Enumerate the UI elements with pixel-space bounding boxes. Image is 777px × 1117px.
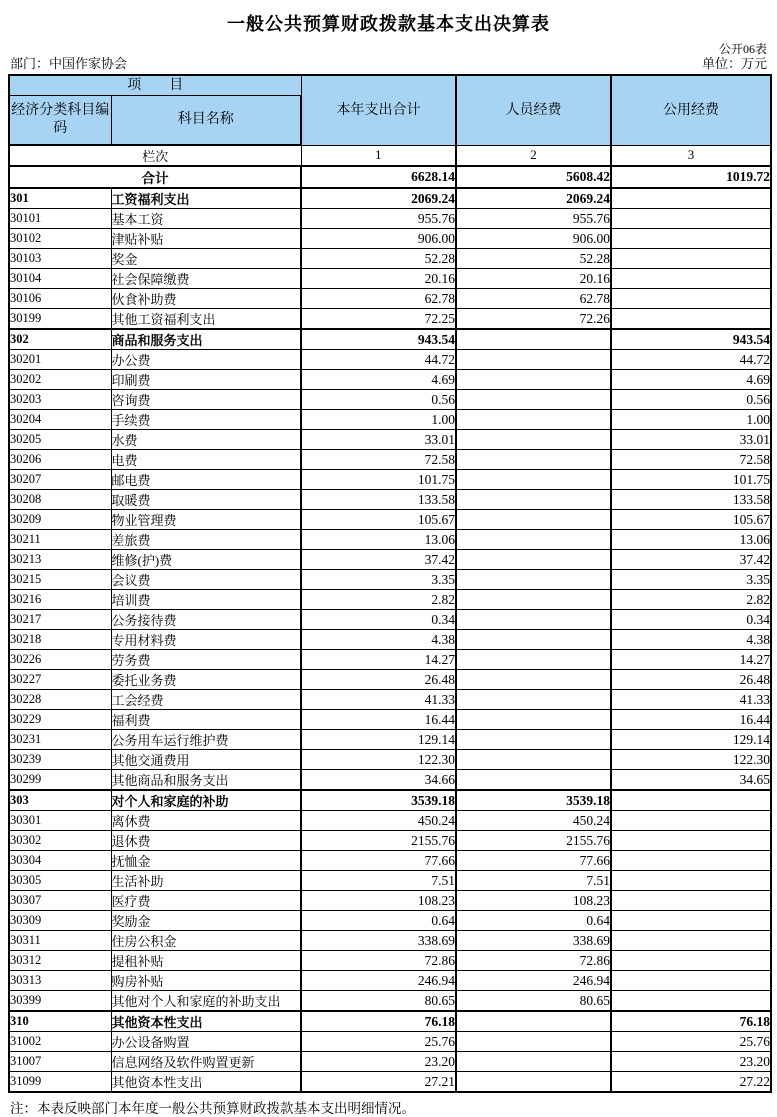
row-total-cell: 7.51 <box>301 871 456 891</box>
row-name-cell: 商品和服务支出 <box>111 329 301 350</box>
row-personnel-cell <box>456 370 611 390</box>
column-index-row <box>9 145 771 166</box>
row-personnel-cell <box>456 750 611 770</box>
row-public-cell <box>611 831 771 851</box>
header-col-name: 科目名称 <box>111 95 301 145</box>
row-title-cell: 合计 <box>9 166 301 188</box>
table-header <box>9 75 771 166</box>
row-name-cell: 差旅费 <box>111 530 301 550</box>
row-name-cell: 公务接待费 <box>111 610 301 630</box>
row-name-cell: 基本工资 <box>111 209 301 229</box>
row-code-cell: 30299 <box>9 770 111 791</box>
row-code-cell: 30305 <box>9 871 111 891</box>
row-personnel-cell: 7.51 <box>456 871 611 891</box>
row-total-cell: 14.27 <box>301 650 456 670</box>
row-public-cell: 105.67 <box>611 510 771 530</box>
row-public-cell: 0.34 <box>611 610 771 630</box>
row-name-cell: 离休费 <box>111 811 301 831</box>
row-personnel-cell <box>456 470 611 490</box>
row-code-cell: 30104 <box>9 269 111 289</box>
row-public-cell: 13.06 <box>611 530 771 550</box>
row-public-cell <box>611 209 771 229</box>
row-public-cell: 25.76 <box>611 1032 771 1052</box>
row-public-cell: 27.22 <box>611 1072 771 1093</box>
row-total-cell: 77.66 <box>301 851 456 871</box>
row-personnel-cell: 2155.76 <box>456 831 611 851</box>
row-total-cell: 108.23 <box>301 891 456 911</box>
department-label: 部门：中国作家协会 <box>10 56 128 71</box>
table-row <box>9 851 771 871</box>
unit-label: 单位：万元 <box>701 56 767 71</box>
row-name-cell: 抚恤金 <box>111 851 301 871</box>
row-total-cell: 338.69 <box>301 931 456 951</box>
row-total-cell: 72.86 <box>301 951 456 971</box>
row-public-cell: 101.75 <box>611 470 771 490</box>
table-row <box>9 530 771 550</box>
row-public-cell: 129.14 <box>611 730 771 750</box>
lanci-col-1: 1 <box>301 145 456 166</box>
row-name-cell: 培训费 <box>111 590 301 610</box>
row-code-cell: 30211 <box>9 530 111 550</box>
row-name-cell: 伙食补助费 <box>111 289 301 309</box>
table-row <box>9 971 771 991</box>
table-row <box>9 871 771 891</box>
row-name-cell: 公务用车运行维护费 <box>111 730 301 750</box>
row-code-cell: 30215 <box>9 570 111 590</box>
row-code-cell: 30199 <box>9 309 111 330</box>
row-total-cell: 4.69 <box>301 370 456 390</box>
row-personnel-cell: 62.78 <box>456 289 611 309</box>
row-total-cell: 41.33 <box>301 690 456 710</box>
meta-row <box>10 56 767 72</box>
row-personnel-cell <box>456 630 611 650</box>
row-name-cell: 其他资本性支出 <box>111 1072 301 1093</box>
row-code-cell: 31099 <box>9 1072 111 1093</box>
row-public-cell <box>611 811 771 831</box>
row-code-cell: 30209 <box>9 510 111 530</box>
row-public-cell: 3.35 <box>611 570 771 590</box>
row-code-cell: 30312 <box>9 951 111 971</box>
row-total-cell: 52.28 <box>301 249 456 269</box>
table-row <box>9 289 771 309</box>
row-total-cell: 955.76 <box>301 209 456 229</box>
row-code-cell: 30204 <box>9 410 111 430</box>
row-public-cell: 37.42 <box>611 550 771 570</box>
row-public-cell <box>611 249 771 269</box>
row-total-cell: 2069.24 <box>301 188 456 209</box>
row-code-cell: 30218 <box>9 630 111 650</box>
row-name-cell: 其他交通费用 <box>111 750 301 770</box>
row-public-cell <box>611 309 771 330</box>
table-row <box>9 831 771 851</box>
table-row <box>9 390 771 410</box>
row-total-cell: 80.65 <box>301 991 456 1012</box>
row-personnel-cell: 338.69 <box>456 931 611 951</box>
row-total-cell: 33.01 <box>301 430 456 450</box>
row-public-cell <box>611 269 771 289</box>
row-personnel-cell <box>456 530 611 550</box>
row-personnel-cell: 80.65 <box>456 991 611 1012</box>
table-row <box>9 951 771 971</box>
row-code-cell: 30227 <box>9 670 111 690</box>
row-personnel-cell: 2069.24 <box>456 188 611 209</box>
table-row <box>9 590 771 610</box>
row-public-cell: 23.20 <box>611 1052 771 1072</box>
row-name-cell: 邮电费 <box>111 470 301 490</box>
row-code-cell: 30311 <box>9 931 111 951</box>
row-code-cell: 30313 <box>9 971 111 991</box>
row-name-cell: 手续费 <box>111 410 301 430</box>
row-personnel-cell <box>456 670 611 690</box>
row-code-cell: 30307 <box>9 891 111 911</box>
row-public-cell: 33.01 <box>611 430 771 450</box>
row-public-cell: 4.69 <box>611 370 771 390</box>
row-personnel-cell <box>456 1052 611 1072</box>
table-row <box>9 730 771 750</box>
row-name-cell: 取暖费 <box>111 490 301 510</box>
row-name-cell: 工会经费 <box>111 690 301 710</box>
row-public-cell <box>611 188 771 209</box>
row-code-cell: 30239 <box>9 750 111 770</box>
row-public-cell: 943.54 <box>611 329 771 350</box>
table-row <box>9 410 771 430</box>
row-code-cell: 303 <box>9 790 111 811</box>
table-row <box>9 770 771 791</box>
row-personnel-cell <box>456 350 611 370</box>
row-name-cell: 购房补贴 <box>111 971 301 991</box>
row-code-cell: 30399 <box>9 991 111 1012</box>
row-public-cell: 16.44 <box>611 710 771 730</box>
row-public-cell: 14.27 <box>611 650 771 670</box>
table-row <box>9 430 771 450</box>
row-name-cell: 电费 <box>111 450 301 470</box>
row-personnel-cell: 0.64 <box>456 911 611 931</box>
table-row <box>9 650 771 670</box>
row-code-cell: 30217 <box>9 610 111 630</box>
row-name-cell: 咨询费 <box>111 390 301 410</box>
table-row <box>9 1011 771 1032</box>
row-personnel-cell <box>456 490 611 510</box>
row-total-cell: 246.94 <box>301 971 456 991</box>
table-row <box>9 269 771 289</box>
row-total-cell: 72.58 <box>301 450 456 470</box>
row-code-cell: 30309 <box>9 911 111 931</box>
row-public-cell <box>611 871 771 891</box>
row-public-cell: 0.56 <box>611 390 771 410</box>
row-total-cell: 27.21 <box>301 1072 456 1093</box>
row-public-cell: 1019.72 <box>611 166 771 188</box>
table-row <box>9 309 771 330</box>
row-name-cell: 印刷费 <box>111 370 301 390</box>
table-row <box>9 490 771 510</box>
row-code-cell: 30202 <box>9 370 111 390</box>
row-total-cell: 44.72 <box>301 350 456 370</box>
row-personnel-cell <box>456 730 611 750</box>
row-code-cell: 302 <box>9 329 111 350</box>
row-public-cell <box>611 991 771 1012</box>
row-personnel-cell: 108.23 <box>456 891 611 911</box>
row-total-cell: 133.58 <box>301 490 456 510</box>
table-row <box>9 249 771 269</box>
row-name-cell: 生活补助 <box>111 871 301 891</box>
table-row <box>9 891 771 911</box>
table-row <box>9 991 771 1012</box>
table-body <box>9 166 771 1092</box>
row-name-cell: 退休费 <box>111 831 301 851</box>
table-row <box>9 1032 771 1052</box>
table-row <box>9 1072 771 1093</box>
row-total-cell: 3.35 <box>301 570 456 590</box>
row-code-cell: 30206 <box>9 450 111 470</box>
table-row <box>9 690 771 710</box>
row-name-cell: 劳务费 <box>111 650 301 670</box>
table-row <box>9 166 771 188</box>
row-code-cell: 30229 <box>9 710 111 730</box>
row-total-cell: 34.66 <box>301 770 456 791</box>
row-personnel-cell <box>456 510 611 530</box>
row-total-cell: 0.64 <box>301 911 456 931</box>
row-code-cell: 30207 <box>9 470 111 490</box>
row-name-cell: 住房公积金 <box>111 931 301 951</box>
row-public-cell <box>611 891 771 911</box>
row-code-cell: 30106 <box>9 289 111 309</box>
header-col-total: 本年支出合计 <box>301 75 456 145</box>
table-row <box>9 370 771 390</box>
header-project-group: 项 目 <box>9 75 301 95</box>
row-public-cell <box>611 951 771 971</box>
row-personnel-cell <box>456 710 611 730</box>
row-name-cell: 工资福利支出 <box>111 188 301 209</box>
row-code-cell: 30201 <box>9 350 111 370</box>
expense-table <box>8 74 772 1093</box>
row-total-cell: 26.48 <box>301 670 456 690</box>
row-public-cell: 133.58 <box>611 490 771 510</box>
row-public-cell: 2.82 <box>611 590 771 610</box>
row-code-cell: 310 <box>9 1011 111 1032</box>
row-name-cell: 专用材料费 <box>111 630 301 650</box>
table-row <box>9 750 771 770</box>
row-personnel-cell: 246.94 <box>456 971 611 991</box>
row-personnel-cell <box>456 690 611 710</box>
row-personnel-cell: 72.86 <box>456 951 611 971</box>
table-row <box>9 790 771 811</box>
row-name-cell: 奖励金 <box>111 911 301 931</box>
row-personnel-cell <box>456 1011 611 1032</box>
row-personnel-cell <box>456 329 611 350</box>
row-personnel-cell <box>456 450 611 470</box>
row-total-cell: 0.34 <box>301 610 456 630</box>
row-total-cell: 3539.18 <box>301 790 456 811</box>
row-public-cell: 41.33 <box>611 690 771 710</box>
row-code-cell: 30231 <box>9 730 111 750</box>
row-name-cell: 其他商品和服务支出 <box>111 770 301 791</box>
row-code-cell: 30301 <box>9 811 111 831</box>
row-public-cell: 4.38 <box>611 630 771 650</box>
row-personnel-cell <box>456 1032 611 1052</box>
row-public-cell <box>611 229 771 249</box>
row-personnel-cell: 72.26 <box>456 309 611 330</box>
table-row <box>9 470 771 490</box>
row-total-cell: 2155.76 <box>301 831 456 851</box>
row-personnel-cell <box>456 390 611 410</box>
table-row <box>9 329 771 350</box>
row-name-cell: 水费 <box>111 430 301 450</box>
row-total-cell: 13.06 <box>301 530 456 550</box>
row-public-cell: 122.30 <box>611 750 771 770</box>
row-code-cell: 30205 <box>9 430 111 450</box>
row-public-cell: 44.72 <box>611 350 771 370</box>
table-row <box>9 610 771 630</box>
row-personnel-cell: 20.16 <box>456 269 611 289</box>
row-name-cell: 物业管理费 <box>111 510 301 530</box>
row-personnel-cell <box>456 590 611 610</box>
row-total-cell: 37.42 <box>301 550 456 570</box>
row-code-cell: 30101 <box>9 209 111 229</box>
row-code-cell: 30226 <box>9 650 111 670</box>
row-code-cell: 31002 <box>9 1032 111 1052</box>
row-name-cell: 信息网络及软件购置更新 <box>111 1052 301 1072</box>
row-total-cell: 16.44 <box>301 710 456 730</box>
row-personnel-cell: 450.24 <box>456 811 611 831</box>
table-code-label: 公开06表 <box>718 42 767 56</box>
table-row <box>9 1052 771 1072</box>
row-personnel-cell: 5608.42 <box>456 166 611 188</box>
row-total-cell: 72.25 <box>301 309 456 330</box>
row-personnel-cell: 77.66 <box>456 851 611 871</box>
row-total-cell: 906.00 <box>301 229 456 249</box>
table-row <box>9 350 771 370</box>
row-public-cell: 26.48 <box>611 670 771 690</box>
row-code-cell: 31007 <box>9 1052 111 1072</box>
footnote: 注：本表反映部门本年度一般公共预算财政拨款基本支出明细情况。 <box>10 1101 415 1116</box>
row-code-cell: 30213 <box>9 550 111 570</box>
row-name-cell: 其他对个人和家庭的补助支出 <box>111 991 301 1012</box>
row-personnel-cell <box>456 610 611 630</box>
row-name-cell: 会议费 <box>111 570 301 590</box>
row-name-cell: 办公费 <box>111 350 301 370</box>
row-code-cell: 30208 <box>9 490 111 510</box>
row-code-cell: 30203 <box>9 390 111 410</box>
row-name-cell: 对个人和家庭的补助 <box>111 790 301 811</box>
row-public-cell <box>611 931 771 951</box>
row-personnel-cell <box>456 550 611 570</box>
table-row <box>9 710 771 730</box>
row-total-cell: 6628.14 <box>301 166 456 188</box>
row-code-cell: 30228 <box>9 690 111 710</box>
row-total-cell: 450.24 <box>301 811 456 831</box>
row-total-cell: 129.14 <box>301 730 456 750</box>
row-name-cell: 办公设备购置 <box>111 1032 301 1052</box>
row-public-cell: 76.18 <box>611 1011 771 1032</box>
row-personnel-cell: 52.28 <box>456 249 611 269</box>
table-row <box>9 188 771 209</box>
row-total-cell: 1.00 <box>301 410 456 430</box>
row-personnel-cell <box>456 410 611 430</box>
table-row <box>9 209 771 229</box>
row-total-cell: 25.76 <box>301 1032 456 1052</box>
table-row <box>9 570 771 590</box>
row-name-cell: 医疗费 <box>111 891 301 911</box>
row-name-cell: 委托业务费 <box>111 670 301 690</box>
row-total-cell: 943.54 <box>301 329 456 350</box>
row-public-cell <box>611 289 771 309</box>
row-total-cell: 20.16 <box>301 269 456 289</box>
row-total-cell: 122.30 <box>301 750 456 770</box>
table-row <box>9 630 771 650</box>
row-public-cell <box>611 911 771 931</box>
row-total-cell: 76.18 <box>301 1011 456 1032</box>
row-code-cell: 30103 <box>9 249 111 269</box>
row-total-cell: 2.82 <box>301 590 456 610</box>
row-personnel-cell: 906.00 <box>456 229 611 249</box>
row-personnel-cell <box>456 770 611 791</box>
table-row <box>9 229 771 249</box>
lanci-col-2: 2 <box>456 145 611 166</box>
row-code-cell: 301 <box>9 188 111 209</box>
table-row <box>9 811 771 831</box>
row-personnel-cell <box>456 570 611 590</box>
lanci-label: 栏次 <box>9 145 301 166</box>
row-name-cell: 福利费 <box>111 710 301 730</box>
lanci-col-3: 3 <box>611 145 771 166</box>
header-col-public: 公用经费 <box>611 75 771 145</box>
page-title: 一般公共预算财政拨款基本支出决算表 <box>227 14 550 34</box>
row-name-cell: 社会保障缴费 <box>111 269 301 289</box>
row-name-cell: 维修(护)费 <box>111 550 301 570</box>
row-public-cell <box>611 851 771 871</box>
table-row <box>9 510 771 530</box>
row-total-cell: 62.78 <box>301 289 456 309</box>
row-personnel-cell: 3539.18 <box>456 790 611 811</box>
row-name-cell: 其他资本性支出 <box>111 1011 301 1032</box>
row-name-cell: 其他工资福利支出 <box>111 309 301 330</box>
row-public-cell: 1.00 <box>611 410 771 430</box>
row-public-cell <box>611 971 771 991</box>
header-col-personnel: 人员经费 <box>456 75 611 145</box>
row-personnel-cell <box>456 1072 611 1093</box>
row-name-cell: 津贴补贴 <box>111 229 301 249</box>
row-code-cell: 30216 <box>9 590 111 610</box>
table-row <box>9 911 771 931</box>
row-public-cell <box>611 790 771 811</box>
table-row <box>9 450 771 470</box>
row-public-cell: 72.58 <box>611 450 771 470</box>
row-code-cell: 30304 <box>9 851 111 871</box>
row-code-cell: 30302 <box>9 831 111 851</box>
row-total-cell: 101.75 <box>301 470 456 490</box>
row-code-cell: 30102 <box>9 229 111 249</box>
row-total-cell: 0.56 <box>301 390 456 410</box>
row-name-cell: 提租补贴 <box>111 951 301 971</box>
table-row <box>9 550 771 570</box>
row-total-cell: 23.20 <box>301 1052 456 1072</box>
row-total-cell: 4.38 <box>301 630 456 650</box>
row-total-cell: 105.67 <box>301 510 456 530</box>
table-row <box>9 931 771 951</box>
table-row <box>9 670 771 690</box>
row-public-cell: 34.65 <box>611 770 771 791</box>
header-col-code: 经济分类科目编码 <box>9 95 111 145</box>
row-personnel-cell <box>456 430 611 450</box>
row-name-cell: 奖金 <box>111 249 301 269</box>
row-personnel-cell <box>456 650 611 670</box>
row-personnel-cell: 955.76 <box>456 209 611 229</box>
